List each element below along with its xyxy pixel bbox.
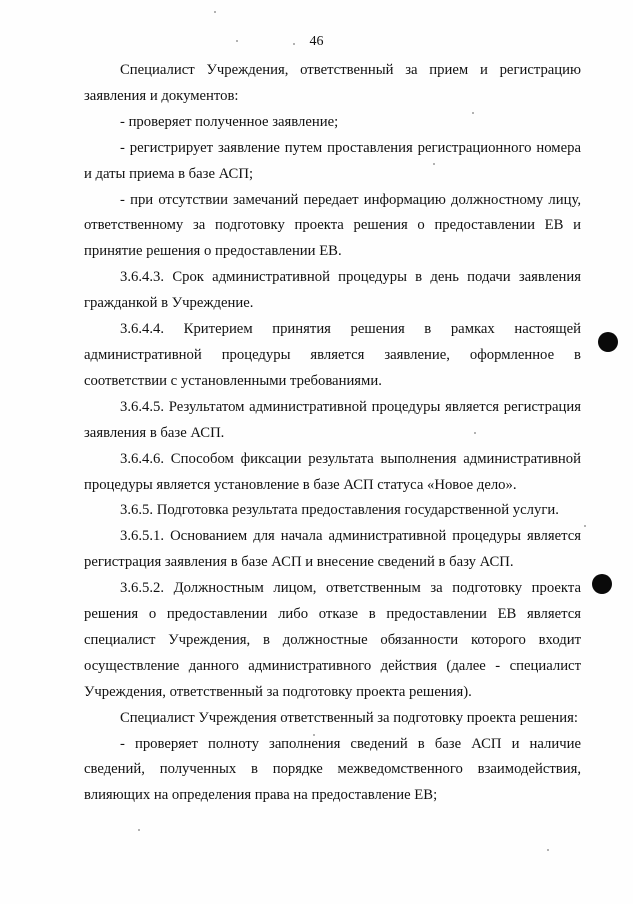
paragraph-3-6-4-5: 3.6.4.5. Результатом административной процедуры является регистрация заявления в базе АСП. xyxy=(84,398,581,441)
paragraph-registers-application: - регистрирует заявление путем проставления регистрационного номера и даты приема в базе АСП; xyxy=(84,139,581,182)
scan-speck xyxy=(214,11,216,13)
paragraph-3-6-4-4: 3.6.4.4. Критерием принятия решения в рамках настоящей административной процедуры является заявление, оформленное в соответствии с установленными требованиями. xyxy=(84,321,581,389)
paragraph-checks-completeness: - проверяет полноту заполнения сведений в базе АСП и наличие сведений, полученных в порядке межведомственного взаимодействия, влияющих на определения права на предоставление ЕВ; xyxy=(84,735,581,804)
punch-hole-mark xyxy=(598,332,618,352)
scan-speck xyxy=(474,432,476,434)
paragraph-3-6-4-3: 3.6.4.3. Срок административной процедуры в день подачи заявления гражданкой в Учреждение. xyxy=(84,269,581,312)
paragraph-3-6-5-1: 3.6.5.1. Основанием для начала административной процедуры является регистрация заявления в базе АСП и внесение сведений в базу АСП. xyxy=(84,528,581,571)
scan-speck xyxy=(138,829,140,831)
paragraph-transfers-information: - при отсутствии замечаний передает информацию должностному лицу, ответственному за подготовку проекта решения о предоставлении ЕВ и принятие решения о предоставлении ЕВ. xyxy=(84,191,581,260)
paragraph-decision-specialist: Специалист Учреждения ответственный за подготовку проекта решения: xyxy=(120,709,578,726)
scan-speck xyxy=(433,163,435,165)
paragraph-checks-application: - проверяет полученное заявление; xyxy=(120,113,339,130)
scan-speck xyxy=(547,849,549,851)
scan-speck xyxy=(313,734,315,736)
scan-speck xyxy=(584,525,586,527)
paragraph-3-6-5-2: 3.6.5.2. Должностным лицом, ответственным за подготовку проекта решения о предоставлении либо отказе в предоставлении ЕВ является специалист Учреждения, в должностные обязанности которого входит осуществление данного административного действия (далее - специалист Учреждения, ответственный за подготовку проекта решения). xyxy=(84,580,581,700)
paragraph-intake-specialist: Специалист Учреждения, ответственный за прием и регистрацию заявления и документов: xyxy=(84,62,581,104)
paragraph-3-6-5: 3.6.5. Подготовка результата предоставления государственной услуги. xyxy=(120,502,559,519)
punch-hole-mark xyxy=(592,574,612,594)
scan-speck xyxy=(236,40,238,42)
paragraph-3-6-4-6: 3.6.4.6. Способом фиксации результата выполнения административной процедуры является установление в базе АСП статуса «Новое дело». xyxy=(84,450,581,493)
scan-speck xyxy=(472,112,474,114)
scan-speck xyxy=(293,43,295,45)
document-body xyxy=(84,58,581,809)
page-number: 46 xyxy=(309,34,324,49)
